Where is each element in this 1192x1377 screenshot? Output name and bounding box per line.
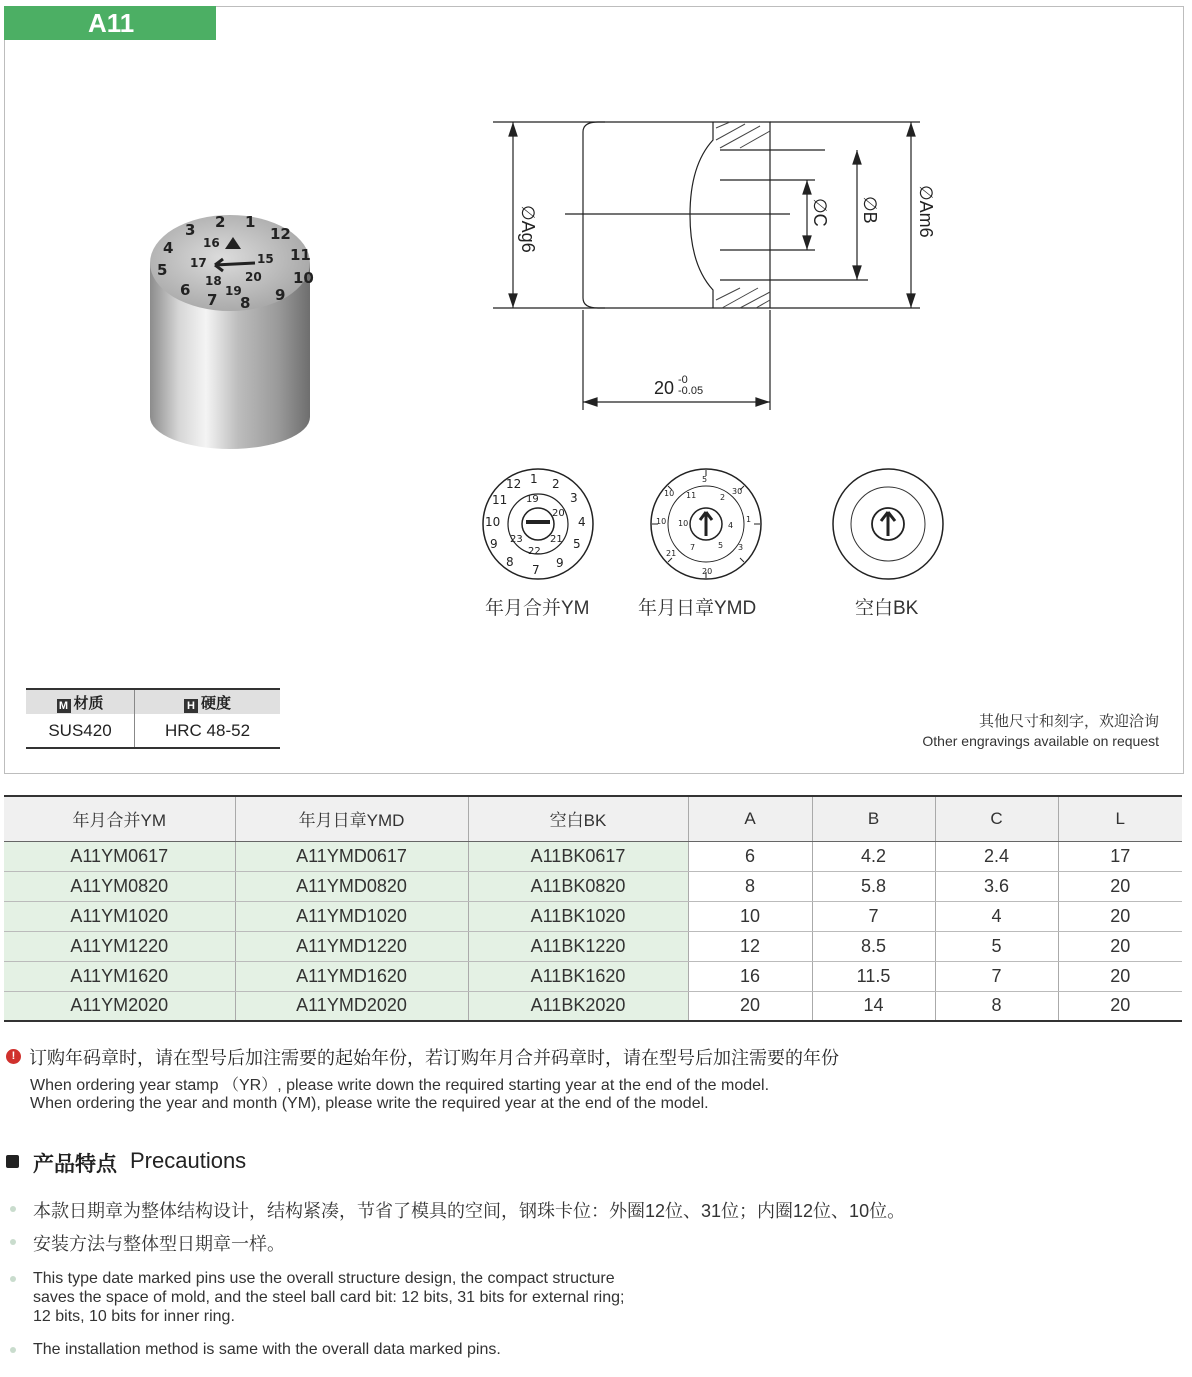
cell-b: 14 — [812, 991, 935, 1021]
cell-bk: A11BK1220 — [468, 931, 688, 961]
cell-a: 20 — [688, 991, 812, 1021]
hardness-badge-icon: H — [184, 699, 198, 713]
svg-text:4: 4 — [578, 515, 586, 529]
cell-l: 20 — [1058, 931, 1182, 961]
technical-drawing — [480, 110, 960, 420]
cell-ymd: A11YMD1620 — [235, 961, 468, 991]
col-header-bk: 空白BK — [468, 796, 688, 841]
feature-item: 12 bits, 10 bits for inner ring. — [33, 1308, 235, 1325]
svg-text:19: 19 — [526, 494, 539, 505]
cell-ym: A11YM1620 — [4, 961, 235, 991]
face-label-ym: 年月合并YM — [485, 598, 590, 619]
length-dim-label: 20 — [654, 378, 675, 398]
table-row — [4, 931, 1182, 961]
hardness-header: H 硬度 — [135, 689, 280, 714]
cell-l: 20 — [1058, 961, 1182, 991]
svg-text:10: 10 — [485, 515, 501, 529]
svg-text:5: 5 — [573, 537, 581, 551]
bullet-dot-icon — [10, 1347, 16, 1353]
cell-b: 4.2 — [812, 841, 935, 871]
svg-text:10: 10 — [656, 517, 667, 526]
svg-text:1: 1 — [530, 472, 538, 486]
svg-text:7: 7 — [690, 543, 696, 552]
svg-text:9: 9 — [556, 556, 564, 570]
cell-a: 10 — [688, 901, 812, 931]
svg-text:16: 16 — [203, 236, 220, 250]
svg-text:10: 10 — [293, 269, 314, 287]
svg-text:23: 23 — [510, 534, 523, 545]
svg-text:19: 19 — [225, 284, 242, 298]
svg-text:2: 2 — [215, 213, 226, 231]
cell-ym: A11YM2020 — [4, 991, 235, 1021]
svg-text:9: 9 — [490, 537, 498, 551]
order-note-en-1: When ordering year stamp （YR）, please write down the required starting year at the end of the model. — [30, 1077, 770, 1094]
cell-ymd: A11YMD1220 — [235, 931, 468, 961]
col-header-c: C — [935, 796, 1058, 841]
cell-bk: A11BK2020 — [468, 991, 688, 1021]
spec-table — [26, 688, 280, 749]
custom-note-en: Other engravings available on request — [922, 733, 1159, 749]
svg-text:20: 20 — [702, 567, 713, 576]
cell-c: 2.4 — [935, 841, 1058, 871]
warning-icon: ! — [6, 1049, 21, 1064]
material-value: SUS420 — [26, 714, 135, 748]
svg-text:21: 21 — [666, 549, 677, 558]
cell-l: 20 — [1058, 901, 1182, 931]
order-note-en-2: When ordering the year and month (YM), please write the required year at the end of the model. — [30, 1095, 709, 1112]
cell-ymd: A11YMD2020 — [235, 991, 468, 1021]
cell-c: 7 — [935, 961, 1058, 991]
ymd-dial-icon — [648, 466, 764, 582]
svg-text:3: 3 — [738, 543, 744, 552]
svg-text:5: 5 — [157, 261, 168, 279]
svg-text:2: 2 — [552, 477, 560, 491]
cell-b: 5.8 — [812, 871, 935, 901]
svg-text:10: 10 — [664, 489, 675, 498]
dim-a-left-label: ∅Ag6 — [518, 205, 538, 253]
cell-b: 7 — [812, 901, 935, 931]
section-title-en: Precautions — [130, 1148, 247, 1173]
svg-text:5: 5 — [702, 475, 708, 484]
cell-ym: A11YM0820 — [4, 871, 235, 901]
svg-text:30: 30 — [732, 487, 743, 496]
cell-bk: A11BK1020 — [468, 901, 688, 931]
product-photo — [145, 205, 315, 455]
bullet-dot-icon — [10, 1206, 16, 1212]
svg-text:20: 20 — [245, 270, 262, 284]
svg-text:7: 7 — [532, 563, 540, 577]
cell-l: 20 — [1058, 991, 1182, 1021]
col-header-l: L — [1058, 796, 1182, 841]
svg-text:21: 21 — [550, 534, 563, 545]
cell-b: 11.5 — [812, 961, 935, 991]
svg-text:22: 22 — [528, 546, 541, 557]
cell-ymd: A11YMD0820 — [235, 871, 468, 901]
feature-item: saves the space of mold, and the steel ball card bit: 12 bits, 31 bits for external ring; — [33, 1289, 625, 1306]
svg-text:1: 1 — [746, 515, 752, 524]
cell-bk: A11BK1620 — [468, 961, 688, 991]
dim-b-label: ∅B — [860, 196, 880, 224]
custom-note-cn: 其他尺寸和刻字，欢迎洽询 — [978, 713, 1159, 730]
table-row — [4, 991, 1182, 1021]
hardness-value: HRC 48-52 — [135, 714, 280, 748]
svg-text:12: 12 — [270, 225, 291, 243]
col-header-ym: 年月合并YM — [4, 796, 235, 841]
svg-text:15: 15 — [257, 252, 274, 266]
svg-text:17: 17 — [190, 256, 207, 270]
svg-text:10: 10 — [678, 519, 689, 528]
dim-c-label: ∅C — [810, 198, 830, 227]
cell-ymd: A11YMD1020 — [235, 901, 468, 931]
square-bullet-icon — [6, 1155, 19, 1168]
model-tab: A11 — [4, 6, 216, 40]
face-label-bk: 空白BK — [855, 598, 919, 619]
cell-c: 3.6 — [935, 871, 1058, 901]
section-title-cn: 产品特点 — [33, 1153, 117, 1176]
feature-item: 安装方法与整体型日期章一样。 — [33, 1234, 285, 1254]
bullet-dot-icon — [10, 1276, 16, 1282]
cell-l: 20 — [1058, 871, 1182, 901]
table-header-row — [4, 796, 1182, 841]
svg-text:11: 11 — [290, 246, 311, 264]
cell-a: 6 — [688, 841, 812, 871]
svg-text:4: 4 — [728, 521, 734, 530]
ym-dial-icon — [480, 466, 596, 582]
cell-ym: A11YM1020 — [4, 901, 235, 931]
length-tol-lower: -0.05 — [678, 385, 704, 397]
svg-text:20: 20 — [552, 508, 565, 519]
svg-text:3: 3 — [570, 491, 578, 505]
cell-a: 8 — [688, 871, 812, 901]
blank-arrow-icon — [830, 466, 946, 582]
cell-a: 12 — [688, 931, 812, 961]
cell-c: 4 — [935, 901, 1058, 931]
dim-a-right-label: ∅Am6 — [916, 185, 936, 238]
cell-a: 16 — [688, 961, 812, 991]
cell-ymd: A11YMD0617 — [235, 841, 468, 871]
svg-text:6: 6 — [180, 281, 191, 299]
table-row — [4, 961, 1182, 991]
order-note-cn: 订购年码章时，请在型号后加注需要的起始年份，若订购年月合并码章时，请在型号后加注需要的年份 — [29, 1048, 839, 1068]
table-row — [4, 871, 1182, 901]
svg-text:7: 7 — [207, 291, 218, 309]
material-badge-icon: M — [57, 699, 71, 713]
models-table — [4, 795, 1182, 1022]
col-header-b: B — [812, 796, 935, 841]
feature-item: The installation method is same with the overall data marked pins. — [33, 1341, 501, 1358]
table-row — [4, 841, 1182, 871]
svg-text:9: 9 — [275, 286, 286, 304]
cell-c: 8 — [935, 991, 1058, 1021]
cell-bk: A11BK0617 — [468, 841, 688, 871]
svg-text:2: 2 — [720, 493, 726, 502]
svg-text:3: 3 — [185, 221, 196, 239]
cell-bk: A11BK0820 — [468, 871, 688, 901]
feature-item: 本款日期章为整体结构设计，结构紧凑，节省了模具的空间，钢珠卡位：外圈12位、31位；内圈12位、10位。 — [33, 1201, 906, 1221]
feature-item: This type date marked pins use the overall structure design, the compact structure — [33, 1270, 615, 1287]
svg-text:11: 11 — [686, 491, 697, 500]
svg-text:4: 4 — [163, 239, 174, 257]
svg-text:5: 5 — [718, 541, 724, 550]
svg-text:18: 18 — [205, 274, 222, 288]
face-label-ymd: 年月日章YMD — [638, 598, 757, 619]
col-header-ymd: 年月日章YMD — [235, 796, 468, 841]
length-tol-upper: -0 — [678, 374, 688, 386]
cell-ym: A11YM1220 — [4, 931, 235, 961]
cell-l: 17 — [1058, 841, 1182, 871]
svg-text:1: 1 — [245, 213, 256, 231]
svg-text:8: 8 — [240, 294, 251, 312]
svg-text:11: 11 — [492, 493, 508, 507]
bullet-dot-icon — [10, 1239, 16, 1245]
cell-c: 5 — [935, 931, 1058, 961]
col-header-a: A — [688, 796, 812, 841]
svg-text:12: 12 — [506, 477, 522, 491]
material-header: M 材质 — [26, 689, 135, 714]
cell-b: 8.5 — [812, 931, 935, 961]
table-row — [4, 901, 1182, 931]
svg-text:8: 8 — [506, 555, 514, 569]
cell-ym: A11YM0617 — [4, 841, 235, 871]
